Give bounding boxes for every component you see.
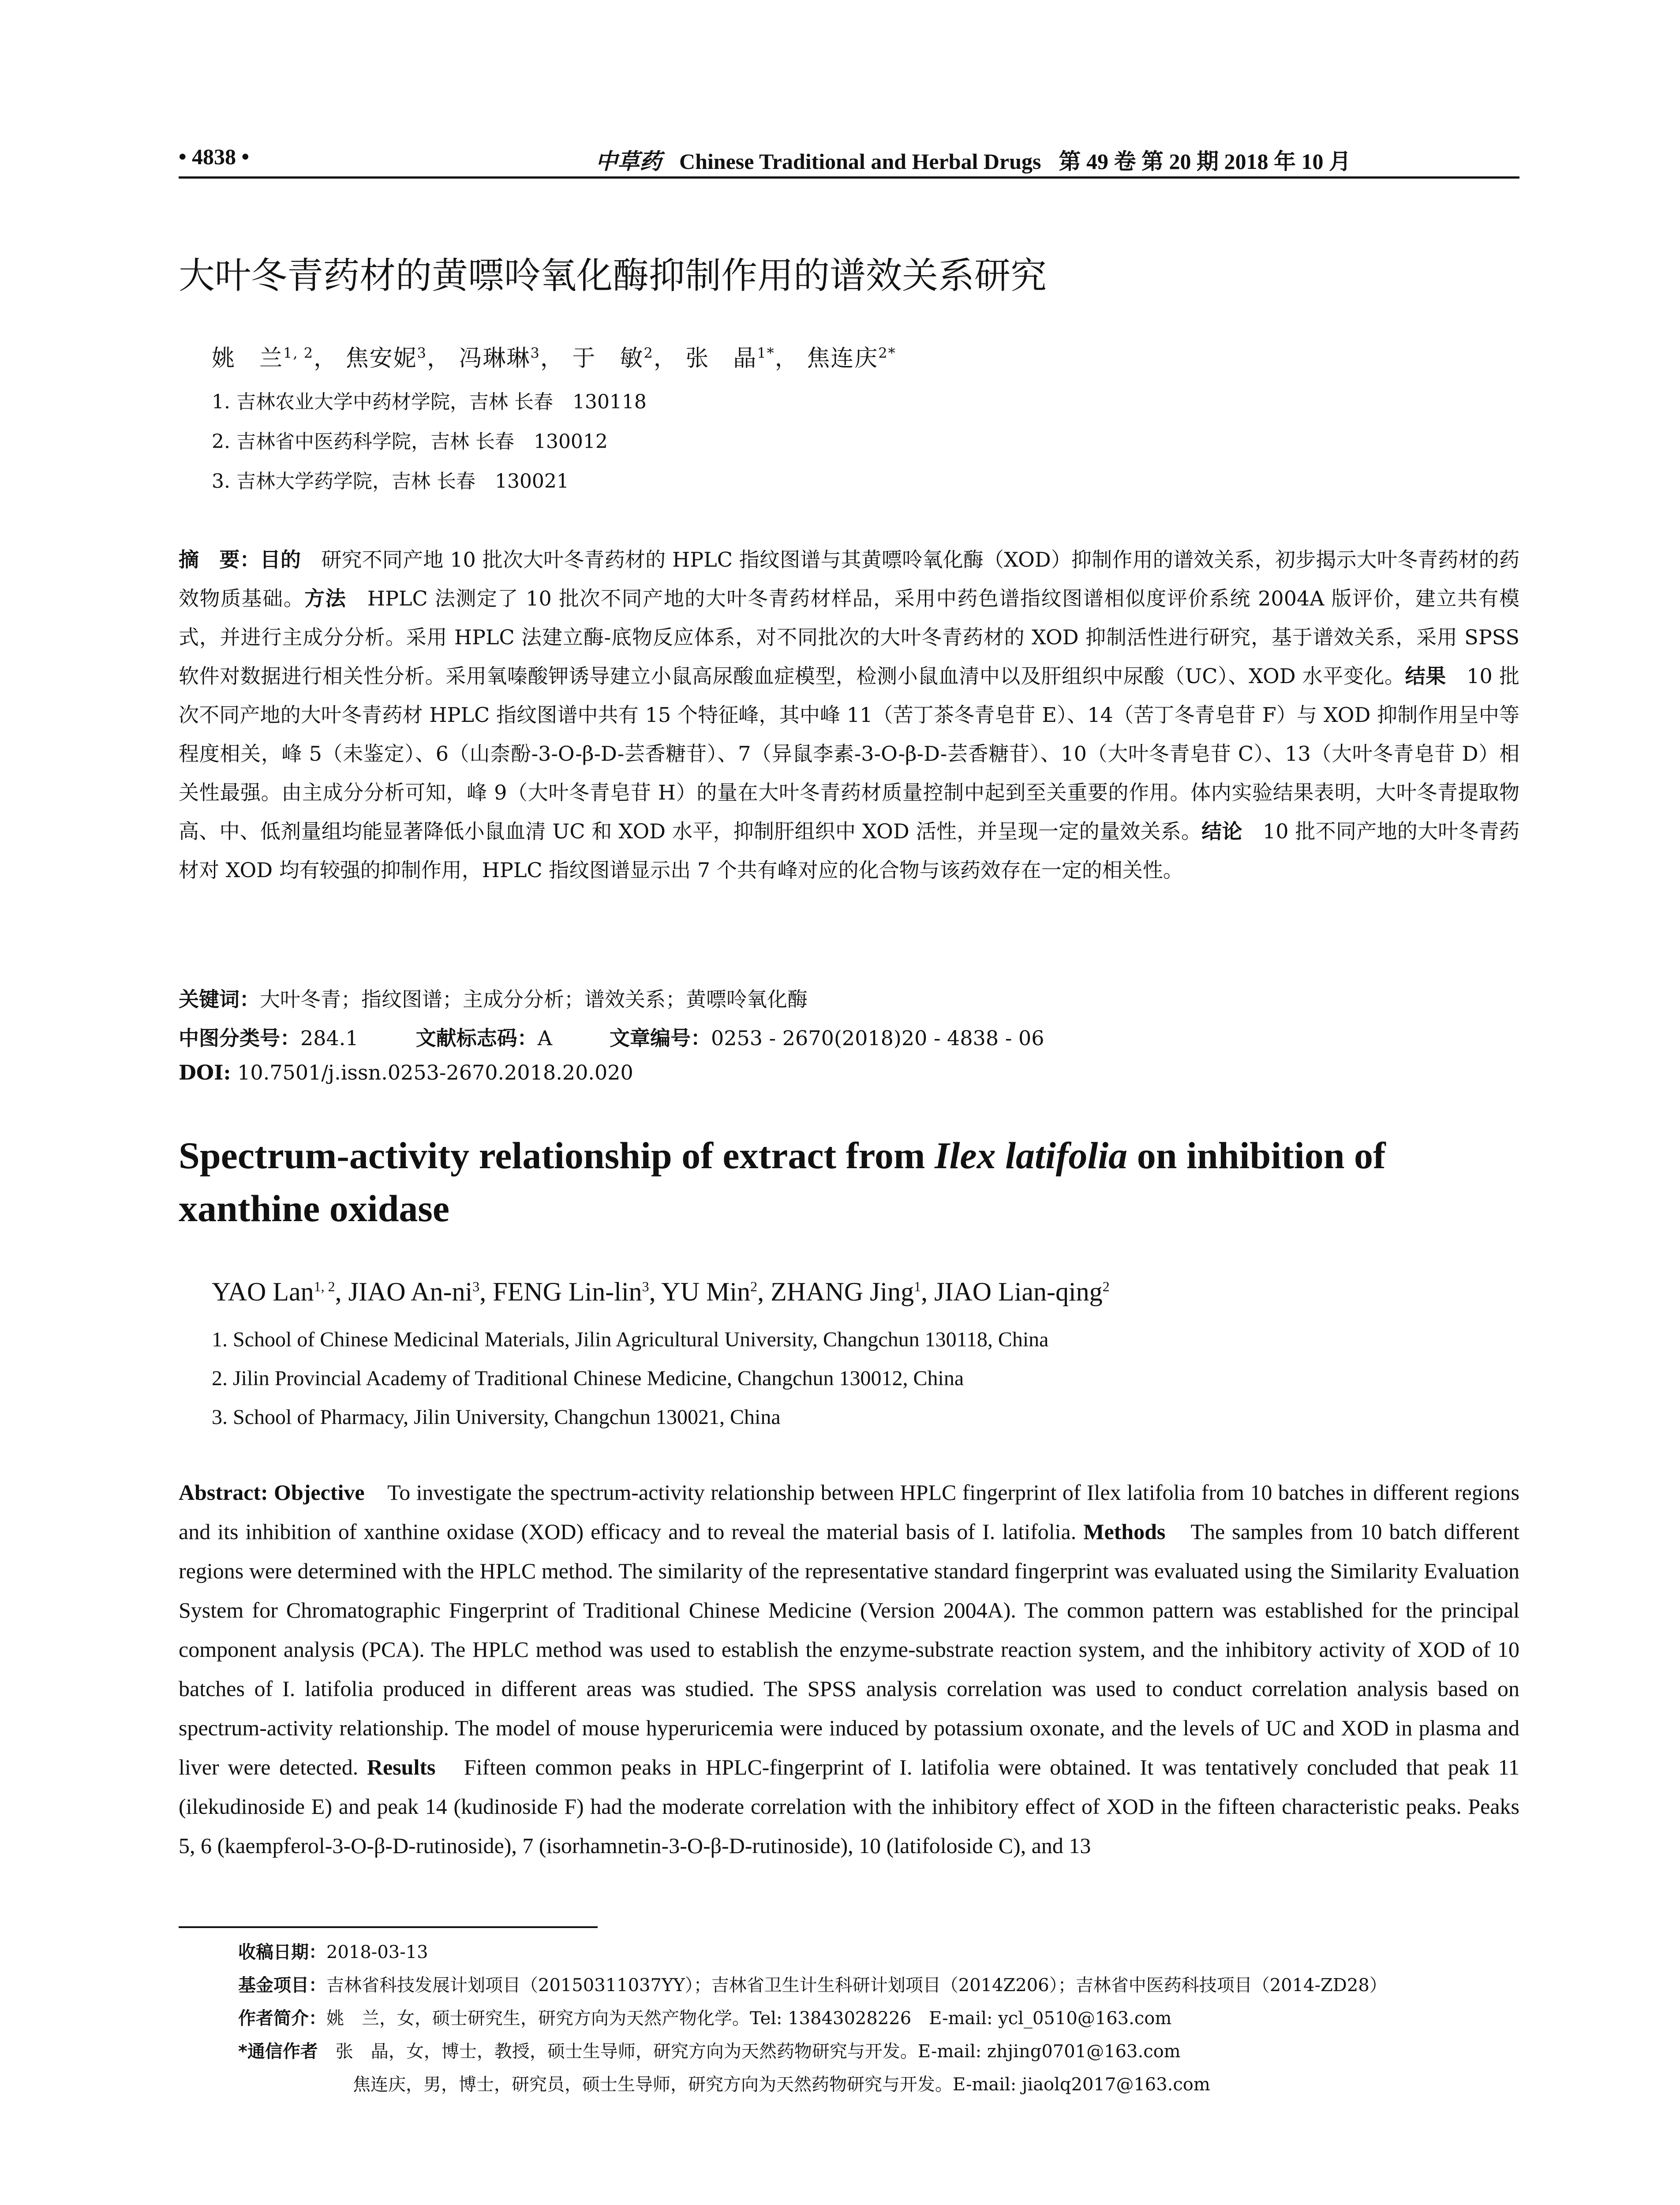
- en-affiliation: 1. School of Chinese Medicinal Materials, Jilin Agricultural University, Changchun 130118, China: [212, 1328, 1049, 1351]
- doi-label: DOI:: [179, 1061, 231, 1084]
- footnote-corresponding-2: 焦连庆，男，博士，研究员，硕士生导师，研究方向为天然药物研究与开发。E-mail: jiaolq2017@163.com: [353, 2074, 1210, 2095]
- doc-code-value: A: [537, 1026, 552, 1050]
- cn-objective-text: 研究不同产地 10 批次大叶冬青药材的 HPLC 指纹图谱与其黄嘌呤氧化酶（XOD）抑制作用的谱效关系，初步揭示大叶冬青药材的药效物质基础。: [179, 548, 1519, 610]
- keywords-text: 大叶冬青；指纹图谱；主成分分析；谱效关系；黄嘌呤氧化酶: [260, 987, 808, 1011]
- cn-title: 大叶冬青药材的黄嘌呤氧化酶抑制作用的谱效关系研究: [179, 255, 1047, 297]
- cn-abstract: [179, 540, 1519, 889]
- en-author: ZHANG Jing$^1$: [771, 1277, 921, 1306]
- footnote-received: 收稿日期：2018-03-13: [238, 1942, 428, 1962]
- keywords-label: 关键词：: [179, 987, 260, 1011]
- journal-name-cn: 中草药: [595, 148, 662, 174]
- en-results-text: Fifteen common peaks in HPLC-fingerprint of I. latifolia were obtained. It was tentatively concluded that peak 11 (ilekudinoside E) and peak 14 (kudinoside F) had the moderate correlation with the inhibitory effect of XOD in the fifteen characteristic peaks. Peaks 5, 6 (kaempferol-3-O-β-D-rutinoside), 7 (isorhamnetin-3-O-β-D-rutinoside), 10 (latifoloside C), and 13: [179, 1755, 1520, 1858]
- en-author: JIAO Lian-qing$^2$: [934, 1277, 1110, 1306]
- en-results-label: Results: [367, 1755, 436, 1779]
- journal-name-en: Chinese Traditional and Herbal Drugs: [679, 149, 1041, 174]
- en-title-species: Ilex latifolia: [935, 1134, 1128, 1177]
- cn-conclusion-label: 结论: [1201, 819, 1242, 843]
- cn-author: 焦安妮$^3$: [345, 344, 427, 372]
- en-author-list: YAO Lan$^{1, 2}$, JIAO $An-ni^3$, FENG Lin-lin$^3$, YU Min$^2$, ZHANG Jing$^1$, JIAO Lian-qing$^2$: [212, 1277, 1110, 1306]
- en-affiliation: 3. School of Pharmacy, Jilin University, Changchun 130021, China: [212, 1405, 781, 1429]
- en-objective-label: Abstract: Objective: [179, 1480, 365, 1505]
- doi-value: 10.7501/j.issn.0253-2670.2018.20.020: [231, 1061, 633, 1084]
- article-no-value: 0253 - 2670(2018)20 - 4838 - 06: [711, 1026, 1044, 1050]
- cn-methods-text: HPLC 法测定了 10 批次不同产地的大叶冬青药材样品，采用中药色谱指纹图谱相似度评价系统 2004A 版评价，建立共有模式，并进行主成分分析。采用 HPLC 法建立酶-底物反应体系，对不同批次的大叶冬青药材的 XOD 抑制活性进行研究，基于谱效关系，采用 SPSS 软件对数据进行相关性分析。采用氧嗪酸钾诱导建立小鼠高尿酸血症模型，检测小鼠血清中以及肝组织中尿酸（UC）、XOD 水平变化。: [179, 587, 1519, 688]
- en-abstract: [179, 1473, 1519, 1865]
- running-header: [179, 140, 1519, 176]
- footnote-fund: 基金项目：吉林省科技发展计划项目（20150311037YY）；吉林省卫生计生科研计划项目（2014Z206）；吉林省中医药科技项目（2014-ZD28）: [238, 1975, 1387, 1996]
- footnote-rule: [179, 1926, 598, 1928]
- clc-value: 284.1: [300, 1026, 359, 1050]
- cn-results-label: 结果: [1405, 664, 1446, 688]
- cn-conclusion-text: 10 批不同产地的大叶冬青药材对 XOD 均有较强的抑制作用，HPLC 指纹图谱显示出 7 个共有峰对应的化合物与该药效存在一定的相关性。: [179, 819, 1520, 882]
- cn-author: 冯琳琳$^3$: [459, 344, 540, 372]
- cn-methods-label: 方法: [304, 587, 347, 610]
- journal-info: [595, 144, 1351, 176]
- header-rule: [179, 176, 1519, 179]
- clc-label: 中图分类号：: [179, 1026, 300, 1050]
- en-methods-label: Methods: [1083, 1519, 1166, 1544]
- en-affiliation: 2. Jilin Provincial Academy of Traditional Chinese Medicine, Changchun 130012, China: [212, 1367, 964, 1390]
- cn-author: 焦连庆$^{2*}$: [807, 344, 896, 372]
- cn-author-list: 姚 兰$^{1, 2}$， 焦安妮$^3$， 冯琳琳$^3$， 于 敏$^2$， 张 晶$^{1*}$， 焦连庆$^{2*}$: [212, 344, 896, 372]
- cn-affiliation: 3. 吉林大学药学院，吉林 长春 130021: [212, 470, 569, 493]
- cn-affiliation: 1. 吉林农业大学中药材学院，吉林 长春 130118: [212, 391, 647, 413]
- article-no-label: 文章编号：: [609, 1026, 711, 1050]
- doi-line: [179, 1061, 633, 1084]
- en-title: Spectrum-activity relationship of extract from Ilex latifolia on inhibition of xanthine oxidase: [179, 1134, 1386, 1230]
- en-author: JIAO $An-ni^3$: [348, 1277, 480, 1306]
- en-author: FENG Lin-lin$^3$: [493, 1277, 649, 1306]
- cn-author: 张 晶$^{1*}$: [685, 344, 775, 372]
- en-author: YAO Lan$^{1, 2}$: [212, 1277, 335, 1306]
- cn-author: 姚 兰$^{1, 2}$: [212, 344, 314, 372]
- cn-results-text: 10 批次不同产地的大叶冬青药材 HPLC 指纹图谱中共有 15 个特征峰，其中峰 11（苦丁茶冬青皂苷 E）、14（苦丁冬青皂苷 F）与 XOD 抑制作用呈中等程度相关，峰 5（未鉴定）、6（山柰酚-3-O-β-D-芸香糖苷）、7（异鼠李素-3-O-β-D-芸香糖苷）、10（大叶冬青皂苷 C）、13（大叶冬青皂苷 D）相关性最强。由主成分分析可知，峰 9（大叶冬青皂苷 H）的量在大叶冬青药材质量控制中起到至关重要的作用。体内实验结果表明，大叶冬青提取物高、中、低剂量组均能显著降低小鼠血清 UC 和 XOD 水平，抑制肝组织中 XOD 活性，并呈现一定的量效关系。: [179, 664, 1520, 843]
- en-author: YU Min$^2$: [661, 1277, 758, 1306]
- footnote-corresponding: *通信作者 张 晶，女，博士，教授，硕士生导师，研究方向为天然药物研究与开发。E-mail: zhjing0701@163.com: [238, 2041, 1181, 2062]
- keywords: [179, 983, 808, 1013]
- cn-abstract-label: 摘 要：: [179, 548, 260, 572]
- doc-code-label: 文献标志码：: [415, 1026, 538, 1050]
- classification-line: [179, 1022, 1044, 1051]
- cn-affiliation: 2. 吉林省中医药科学院，吉林 长春 130012: [212, 430, 608, 453]
- journal-volume: 第 49 卷 第 20 期 2018 年 10 月: [1059, 149, 1351, 174]
- page-number: • 4838 •: [179, 144, 250, 169]
- cn-author: 于 敏$^2$: [572, 344, 654, 372]
- en-objective-text: To investigate the spectrum-activity relationship between HPLC fingerprint of Ilex latifolia from 10 batches in different regions and its inhibition of xanthine oxidase (XOD) efficacy and to reveal the material basis of I. latifolia.: [179, 1480, 1519, 1544]
- cn-objective-label: 目的: [260, 548, 301, 572]
- footnote-author: 作者简介：姚 兰，女，硕士研究生，研究方向为天然产物化学。Tel: 13843028226 E-mail: ycl_0510@163.com: [238, 2008, 1172, 2029]
- en-methods-text: The samples from 10 batch different regions were determined with the HPLC method. The similarity of the representative standard fingerprint was evaluated using the Similarity Evaluation System for Chromatographic Fingerprint of Traditional Chinese Medicine (Version 2004A). The common pattern was established for the principal component analysis (PCA). The HPLC method was used to establish the enzyme-substrate reaction system, and the inhibitory activity of XOD of 10 batches of I. latifolia produced in different areas was studied. The SPSS analysis correlation was used to conduct correlation analysis based on spectrum-activity relationship. The model of mouse hyperuricemia were induced by potassium oxonate, and the levels of UC and XOD in plasma and liver were detected.: [179, 1519, 1519, 1779]
